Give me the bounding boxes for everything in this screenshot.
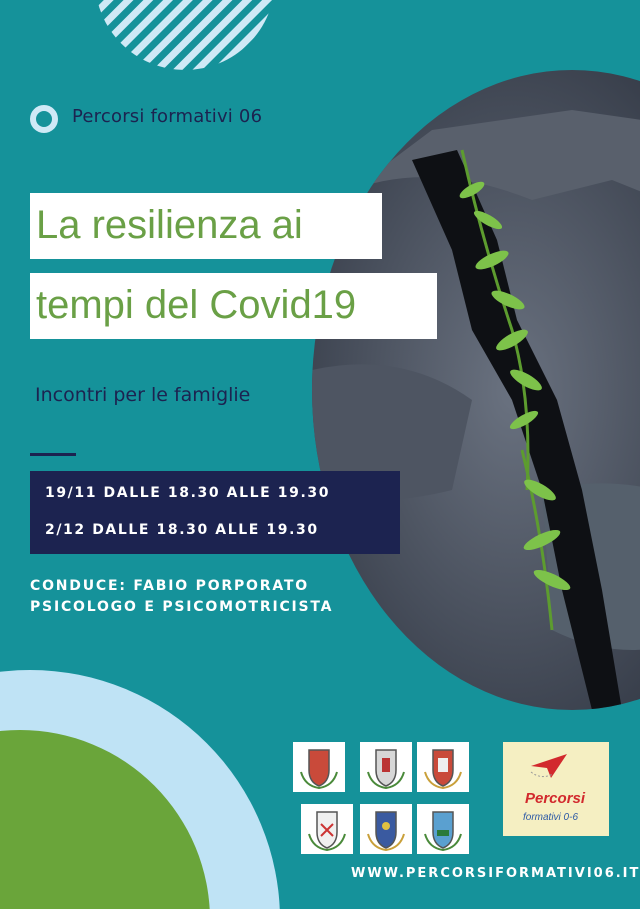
website-link[interactable]: WWW.PERCORSIFORMATIVI06.IT — [351, 866, 640, 881]
municipal-crest-icon — [417, 742, 469, 792]
municipal-crest-icon — [417, 804, 469, 854]
host-name: CONDUCE: FABIO PORPORATO — [30, 578, 309, 594]
date-line: 2/12 DALLE 18.30 ALLE 19.30 — [45, 522, 319, 538]
municipal-crest-icon — [360, 742, 412, 792]
paper-plane-icon — [529, 752, 569, 782]
series-label: Percorsi formativi 06 — [72, 106, 263, 127]
header-dot-icon — [30, 105, 58, 133]
bottom-circles-decoration — [0, 660, 300, 909]
title-line-1: La resilienza ai — [30, 193, 382, 259]
date-line: 19/11 DALLE 18.30 ALLE 19.30 — [45, 485, 331, 501]
host-role: PSICOLOGO E PSICOMOTRICISTA — [30, 599, 334, 615]
divider — [30, 453, 76, 456]
crack-photo — [312, 70, 640, 710]
title-line-2: tempi del Covid19 — [30, 273, 437, 339]
dates-box — [30, 471, 400, 554]
striped-circle-decoration — [95, 0, 275, 70]
logo-sub: formativi 0-6 — [523, 812, 579, 823]
municipal-crest-icon — [360, 804, 412, 854]
municipal-crest-icon — [293, 742, 345, 792]
municipal-crest-icon — [301, 804, 353, 854]
subtitle: Incontri per le famiglie — [35, 384, 251, 406]
percorsi-logo — [503, 742, 609, 836]
logo-word: Percorsi — [525, 790, 586, 807]
